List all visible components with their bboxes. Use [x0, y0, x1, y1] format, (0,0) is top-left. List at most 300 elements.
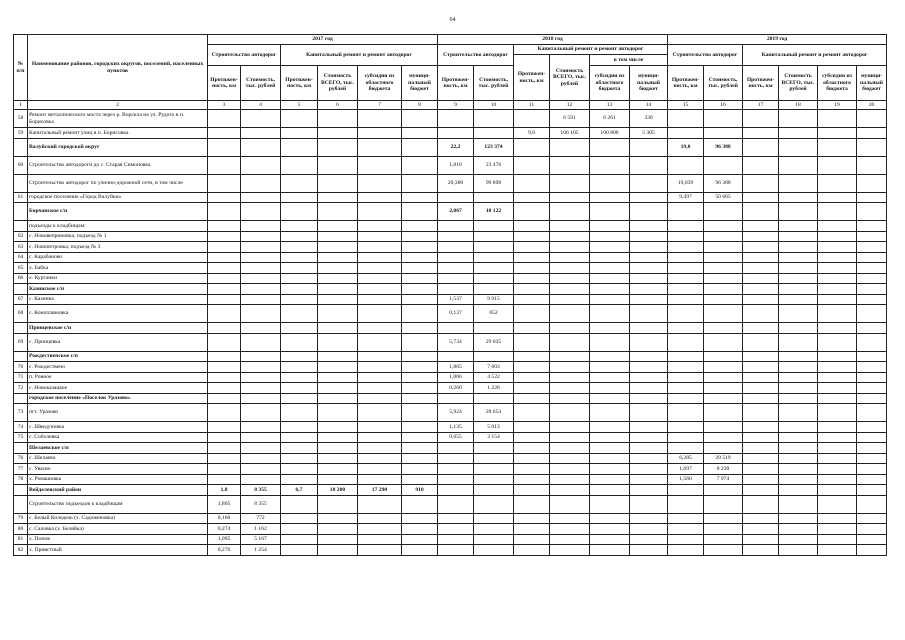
column-number-cell: 20: [857, 101, 887, 110]
value-cell: [474, 474, 514, 485]
value-cell: [779, 192, 818, 203]
value-cell: [241, 393, 281, 404]
value-cell: [550, 252, 590, 263]
value-cell: [590, 464, 630, 475]
table-row: [14, 453, 887, 464]
value-cell: [281, 443, 318, 454]
value-cell: [590, 524, 630, 535]
value-cell: [358, 393, 402, 404]
value-cell: 100 800: [590, 128, 630, 139]
value-cell: [438, 284, 474, 295]
value-cell: [779, 513, 818, 524]
value-cell: [514, 474, 550, 485]
row-name: Ремонт металлического моста через р. Ворскла на ул. Рудого в п. Борисовка: [28, 110, 208, 128]
build-group-2019: Строительство автодорог: [668, 45, 743, 66]
value-cell: [241, 422, 281, 433]
value-cell: [281, 263, 318, 274]
value-cell: [857, 432, 887, 443]
value-cell: [438, 443, 474, 454]
value-cell: [630, 284, 668, 295]
row-number: 71: [14, 372, 28, 383]
col-num-header: № п/п: [14, 35, 28, 101]
value-cell: [590, 174, 630, 192]
table-row: [14, 432, 887, 443]
row-number: 79: [14, 513, 28, 524]
row-name: х. Курганки: [28, 273, 208, 284]
value-cell: [590, 263, 630, 274]
value-cell: [474, 443, 514, 454]
value-cell: [590, 453, 630, 464]
value-cell: 106 105: [550, 128, 590, 139]
table-row: [14, 474, 887, 485]
value-cell: [474, 464, 514, 475]
value-cell: [590, 372, 630, 383]
value-cell: [241, 404, 281, 422]
row-name: с. Саловка (х. Беляйка): [28, 524, 208, 535]
value-cell: [474, 192, 514, 203]
row-name: Строительство автодороги до с. Старая Симоновка: [28, 156, 208, 174]
value-cell: [704, 545, 743, 556]
value-cell: [550, 273, 590, 284]
value-cell: [358, 221, 402, 232]
value-cell: [208, 453, 241, 464]
value-cell: [779, 443, 818, 454]
value-cell: [208, 242, 241, 253]
value-cell: 17 290: [358, 485, 402, 496]
value-cell: [474, 110, 514, 128]
value-cell: [630, 393, 668, 404]
value-cell: 8 355: [241, 495, 281, 513]
row-name: Борчанское с/п: [28, 203, 208, 221]
value-cell: [630, 263, 668, 274]
value-cell: 2,067: [438, 203, 474, 221]
value-cell: [818, 242, 857, 253]
value-cell: [318, 333, 358, 351]
value-cell: 96 388: [704, 138, 743, 156]
value-cell: [281, 110, 318, 128]
value-cell: [668, 372, 704, 383]
value-cell: [474, 545, 514, 556]
subsidy-2018: субсидии из областного бюджета: [590, 66, 630, 101]
value-cell: [818, 524, 857, 535]
row-name: Строительство подъездов к кладбищам: [28, 495, 208, 513]
value-cell: [318, 156, 358, 174]
value-cell: 4 522: [474, 372, 514, 383]
value-cell: [857, 534, 887, 545]
value-cell: [743, 404, 779, 422]
value-cell: [241, 273, 281, 284]
value-cell: 8 230: [704, 464, 743, 475]
value-cell: [474, 284, 514, 295]
value-cell: [438, 534, 474, 545]
value-cell: [857, 404, 887, 422]
value-cell: [668, 404, 704, 422]
value-cell: [318, 524, 358, 535]
value-cell: [318, 534, 358, 545]
value-cell: [630, 333, 668, 351]
value-cell: [550, 495, 590, 513]
value-cell: [281, 513, 318, 524]
row-number: [14, 221, 28, 232]
value-cell: [318, 422, 358, 433]
build-group-2017: Строительство автодорог: [208, 45, 281, 66]
value-cell: [438, 273, 474, 284]
repair-group-2019: Капитальный ремонт и ремонт автодорог: [743, 45, 887, 66]
column-number-cell: 16: [704, 101, 743, 110]
value-cell: [514, 231, 550, 242]
value-cell: [668, 305, 704, 323]
value-cell: [474, 534, 514, 545]
value-cell: [514, 203, 550, 221]
value-cell: [241, 252, 281, 263]
value-cell: [402, 474, 438, 485]
row-name: с. Новопетровка, подъезд № 3: [28, 242, 208, 253]
value-cell: [514, 422, 550, 433]
table-row: [14, 495, 887, 513]
row-name: пгт. Уразово: [28, 404, 208, 422]
value-cell: 19,039: [668, 174, 704, 192]
row-name: с. Карабаново: [28, 252, 208, 263]
value-cell: [857, 545, 887, 556]
length-2017-build: Протяжен-ность, км: [208, 66, 241, 101]
value-cell: [590, 333, 630, 351]
value-cell: [358, 273, 402, 284]
row-number: 64: [14, 252, 28, 263]
value-cell: [743, 393, 779, 404]
value-cell: [550, 464, 590, 475]
cost-2019-build: Стоимость, тыс. рублей: [704, 66, 743, 101]
value-cell: [743, 383, 779, 394]
table-row: [14, 323, 887, 334]
value-cell: [704, 422, 743, 433]
table-header: [14, 35, 887, 101]
value-cell: [402, 263, 438, 274]
value-cell: [514, 221, 550, 232]
value-cell: [857, 513, 887, 524]
value-cell: [590, 156, 630, 174]
value-cell: [818, 495, 857, 513]
value-cell: [857, 284, 887, 295]
value-cell: [857, 273, 887, 284]
year-2019-header: 2019 год: [668, 35, 887, 45]
table-row: [14, 422, 887, 433]
value-cell: 29 035: [474, 333, 514, 351]
table-row: [14, 138, 887, 156]
value-cell: [318, 273, 358, 284]
value-cell: 1,095: [208, 534, 241, 545]
value-cell: [550, 138, 590, 156]
row-name: Валуйский городской округ: [28, 138, 208, 156]
value-cell: [818, 128, 857, 139]
value-cell: [704, 393, 743, 404]
value-cell: 7 603: [474, 362, 514, 373]
length-2018-repair: Протяжен-ность, км: [514, 55, 550, 101]
total-2019: Стоимость ВСЕГО, тыс. рублей: [779, 66, 818, 101]
value-cell: [358, 284, 402, 295]
cost-2017-build: Стоимость, тыс. рублей: [241, 66, 281, 101]
value-cell: [241, 156, 281, 174]
value-cell: [743, 203, 779, 221]
table-row: [14, 174, 887, 192]
value-cell: [358, 513, 402, 524]
row-number: 72: [14, 383, 28, 394]
value-cell: [704, 323, 743, 334]
value-cell: [402, 443, 438, 454]
table-row: [14, 203, 887, 221]
value-cell: 1 254: [241, 545, 281, 556]
value-cell: 1,805: [208, 495, 241, 513]
value-cell: [241, 110, 281, 128]
value-cell: [590, 393, 630, 404]
value-cell: 19,0: [668, 138, 704, 156]
value-cell: [668, 443, 704, 454]
municipal-2018: муници-пальный бюджет: [630, 66, 668, 101]
value-cell: [241, 305, 281, 323]
value-cell: [358, 453, 402, 464]
value-cell: [590, 284, 630, 295]
row-name: х. Попов: [28, 534, 208, 545]
row-name: Казинское с/п: [28, 284, 208, 295]
row-name: с. Шелаево: [28, 453, 208, 464]
value-cell: [743, 305, 779, 323]
value-cell: [743, 192, 779, 203]
value-cell: [438, 393, 474, 404]
value-cell: [281, 128, 318, 139]
value-cell: [857, 474, 887, 485]
value-cell: [241, 323, 281, 334]
value-cell: [318, 323, 358, 334]
value-cell: [318, 231, 358, 242]
value-cell: [818, 156, 857, 174]
value-cell: [630, 404, 668, 422]
value-cell: [550, 323, 590, 334]
length-2017-repair: Протяжен-ность, км: [281, 66, 318, 101]
row-number: [14, 174, 28, 192]
value-cell: [318, 393, 358, 404]
value-cell: [704, 524, 743, 535]
value-cell: [779, 305, 818, 323]
value-cell: [590, 351, 630, 362]
value-cell: [402, 422, 438, 433]
value-cell: [818, 453, 857, 464]
column-number-cell: 3: [208, 101, 241, 110]
value-cell: [743, 110, 779, 128]
value-cell: 0,160: [208, 513, 241, 524]
value-cell: [514, 242, 550, 253]
value-cell: [402, 156, 438, 174]
value-cell: [318, 432, 358, 443]
value-cell: [779, 545, 818, 556]
value-cell: [241, 453, 281, 464]
value-cell: [818, 252, 857, 263]
value-cell: [358, 263, 402, 274]
value-cell: [281, 404, 318, 422]
value-cell: [438, 252, 474, 263]
row-name: подъезды к кладбищам:: [28, 221, 208, 232]
value-cell: 99 898: [474, 174, 514, 192]
value-cell: [358, 203, 402, 221]
value-cell: 10 122: [474, 203, 514, 221]
value-cell: [550, 474, 590, 485]
value-cell: [402, 453, 438, 464]
value-cell: [630, 305, 668, 323]
column-number-cell: 17: [743, 101, 779, 110]
value-cell: [668, 333, 704, 351]
value-cell: [590, 474, 630, 485]
value-cell: 1,066: [438, 372, 474, 383]
row-number: [14, 323, 28, 334]
value-cell: [590, 545, 630, 556]
value-cell: [590, 404, 630, 422]
row-number: [14, 485, 28, 496]
value-cell: [818, 464, 857, 475]
value-cell: [704, 513, 743, 524]
value-cell: [743, 156, 779, 174]
value-cell: [550, 372, 590, 383]
value-cell: [358, 305, 402, 323]
value-cell: [743, 432, 779, 443]
value-cell: [779, 323, 818, 334]
value-cell: [630, 422, 668, 433]
table-row: [14, 192, 887, 203]
value-cell: [743, 263, 779, 274]
value-cell: [438, 351, 474, 362]
value-cell: [630, 323, 668, 334]
value-cell: [514, 372, 550, 383]
row-name: Вейделевский район: [28, 485, 208, 496]
value-cell: 1 228: [474, 383, 514, 394]
column-number-cell: 15: [668, 101, 704, 110]
value-cell: [241, 372, 281, 383]
value-cell: [550, 524, 590, 535]
value-cell: [358, 156, 402, 174]
value-cell: [318, 294, 358, 305]
value-cell: [668, 110, 704, 128]
value-cell: [704, 534, 743, 545]
value-cell: [318, 464, 358, 475]
value-cell: 8 355: [241, 485, 281, 496]
value-cell: [857, 174, 887, 192]
column-number-cell: 6: [318, 101, 358, 110]
value-cell: 0,276: [208, 545, 241, 556]
value-cell: [630, 495, 668, 513]
value-cell: [208, 231, 241, 242]
value-cell: 0,137: [438, 305, 474, 323]
value-cell: [402, 351, 438, 362]
value-cell: [208, 273, 241, 284]
value-cell: [438, 524, 474, 535]
value-cell: [818, 474, 857, 485]
value-cell: [704, 383, 743, 394]
value-cell: [208, 252, 241, 263]
row-number: 59: [14, 128, 28, 139]
value-cell: [550, 485, 590, 496]
value-cell: [318, 221, 358, 232]
value-cell: [779, 524, 818, 535]
value-cell: [318, 545, 358, 556]
row-name: п. Ровное: [28, 372, 208, 383]
value-cell: [208, 443, 241, 454]
value-cell: [402, 495, 438, 513]
value-cell: [474, 524, 514, 535]
value-cell: 1,8: [208, 485, 241, 496]
value-cell: [704, 294, 743, 305]
row-number: 78: [14, 474, 28, 485]
value-cell: [318, 203, 358, 221]
value-cell: [281, 422, 318, 433]
value-cell: [668, 203, 704, 221]
value-cell: [241, 284, 281, 295]
value-cell: [857, 231, 887, 242]
value-cell: [241, 383, 281, 394]
row-name: с. Соболевка: [28, 432, 208, 443]
col-name-header: Наименование районов, городских округов, поселений, населенных пунктов: [28, 35, 208, 101]
value-cell: [779, 453, 818, 464]
column-number-cell: 10: [474, 101, 514, 110]
column-number-cell: 8: [402, 101, 438, 110]
value-cell: [474, 323, 514, 334]
value-cell: 910: [402, 485, 438, 496]
value-cell: [241, 443, 281, 454]
value-cell: 5 013: [474, 422, 514, 433]
value-cell: [358, 474, 402, 485]
value-cell: 22,2: [438, 138, 474, 156]
value-cell: [208, 464, 241, 475]
row-number: 70: [14, 362, 28, 373]
value-cell: [704, 156, 743, 174]
value-cell: [668, 156, 704, 174]
value-cell: [281, 383, 318, 394]
table-row: [14, 242, 887, 253]
value-cell: [668, 242, 704, 253]
value-cell: [474, 231, 514, 242]
value-cell: [704, 495, 743, 513]
value-cell: [318, 110, 358, 128]
value-cell: [474, 485, 514, 496]
value-cell: [743, 545, 779, 556]
value-cell: [590, 138, 630, 156]
value-cell: [818, 203, 857, 221]
value-cell: [318, 453, 358, 464]
row-name: Рождественское с/п: [28, 351, 208, 362]
value-cell: [208, 128, 241, 139]
value-cell: [818, 174, 857, 192]
value-cell: 9,497: [668, 192, 704, 203]
value-cell: [779, 383, 818, 394]
row-name: х. Бабка: [28, 263, 208, 274]
total-2018: Стоимость ВСЕГО, тыс. рублей: [550, 55, 590, 101]
column-number-cell: 11: [514, 101, 550, 110]
value-cell: [779, 221, 818, 232]
value-cell: [514, 485, 550, 496]
value-cell: [818, 333, 857, 351]
value-cell: [779, 138, 818, 156]
value-cell: 9,6: [514, 128, 550, 139]
value-cell: [550, 513, 590, 524]
value-cell: [358, 231, 402, 242]
value-cell: [318, 372, 358, 383]
value-cell: [514, 362, 550, 373]
value-cell: 20,380: [438, 174, 474, 192]
table-row: [14, 393, 887, 404]
value-cell: [281, 432, 318, 443]
value-cell: [668, 294, 704, 305]
value-cell: [668, 432, 704, 443]
value-cell: [514, 333, 550, 351]
value-cell: [857, 495, 887, 513]
value-cell: [208, 474, 241, 485]
value-cell: [438, 474, 474, 485]
